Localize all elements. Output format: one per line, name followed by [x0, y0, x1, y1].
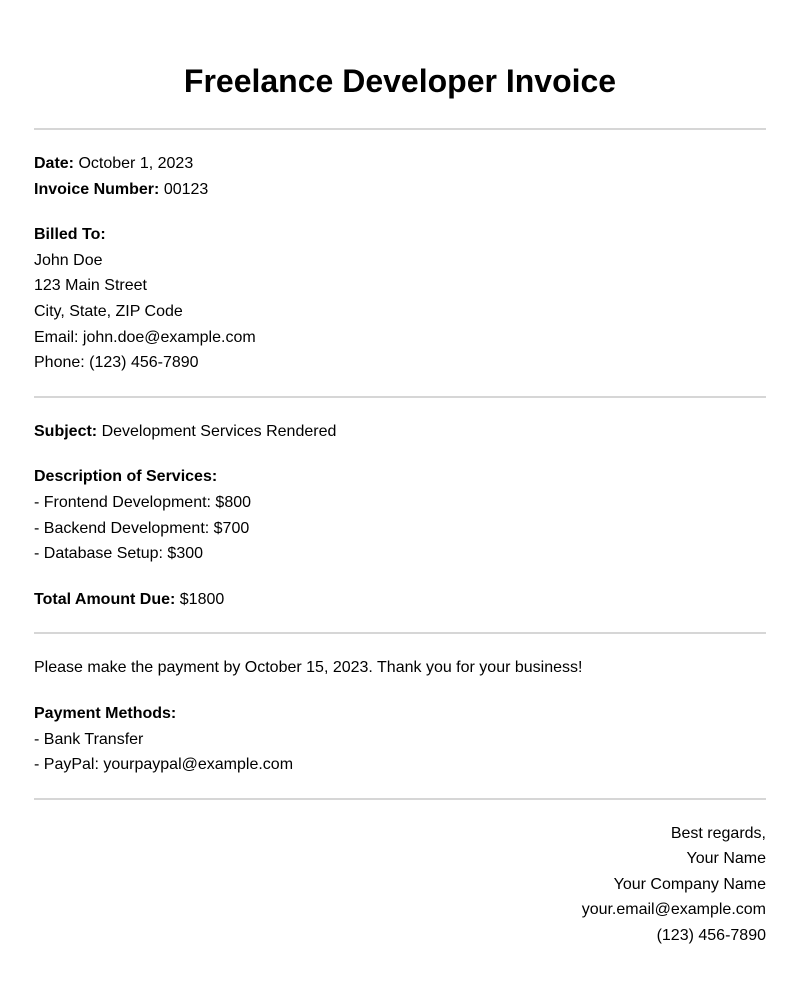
payment-note: [34, 655, 766, 681]
service-item: - Frontend Development: $800: [34, 493, 252, 511]
signature: [34, 821, 766, 949]
total: [34, 587, 766, 613]
divider: [34, 396, 766, 398]
signature-company: Your Company Name: [613, 875, 766, 893]
subject-label: Subject:: [34, 422, 98, 440]
total-row: [34, 587, 766, 613]
payment-methods-heading: Payment Methods:: [34, 704, 177, 722]
total-label: Total Amount Due:: [34, 590, 176, 608]
date-value: October 1, 2023: [78, 155, 194, 172]
subject: [34, 419, 766, 445]
billed-to-email: Email: john.doe@example.com: [34, 328, 256, 346]
payment-methods: [34, 701, 766, 778]
billed-to-street: 123 Main Street: [34, 277, 147, 295]
invoice-number-label: Invoice Number:: [34, 180, 160, 198]
invoice-title: Freelance Developer Invoice: [183, 63, 617, 99]
divider: [34, 128, 766, 130]
billed-to-phone: Phone: (123) 456-7890: [34, 354, 199, 372]
signature-phone: (123) 456-7890: [656, 927, 766, 945]
billed-to-city: City, State, ZIP Code: [34, 302, 183, 320]
divider: [34, 632, 766, 634]
signature-closing: Best regards,: [670, 824, 766, 842]
subject-value: Development Services Rendered: [101, 422, 337, 440]
signature-name: Your Name: [686, 850, 766, 868]
date-row: [34, 151, 766, 177]
services-heading: Description of Services:: [34, 468, 218, 486]
billed-to: [34, 222, 766, 376]
invoice-meta: [34, 151, 766, 202]
total-value: $1800: [179, 590, 225, 608]
service-item: - Database Setup: $300: [34, 545, 204, 563]
services: [34, 464, 766, 566]
billed-to-heading: Billed To:: [34, 226, 106, 244]
invoice-document: [34, 0, 766, 949]
divider: [34, 798, 766, 800]
billed-to-name: John Doe: [34, 251, 103, 269]
payment-method-item: - Bank Transfer: [34, 730, 144, 748]
invoice-number-row: [34, 177, 766, 203]
date-label: Date:: [34, 155, 75, 172]
subject-row: [34, 419, 766, 445]
payment-method-item: - PayPal: yourpaypal@example.com: [34, 756, 294, 774]
invoice-number-value: 00123: [163, 180, 209, 198]
payment-note-text: Please make the payment by October 15, 2023. Thank you for your business!: [34, 659, 583, 677]
service-item: - Backend Development: $700: [34, 519, 250, 537]
signature-email: your.email@example.com: [581, 901, 766, 919]
